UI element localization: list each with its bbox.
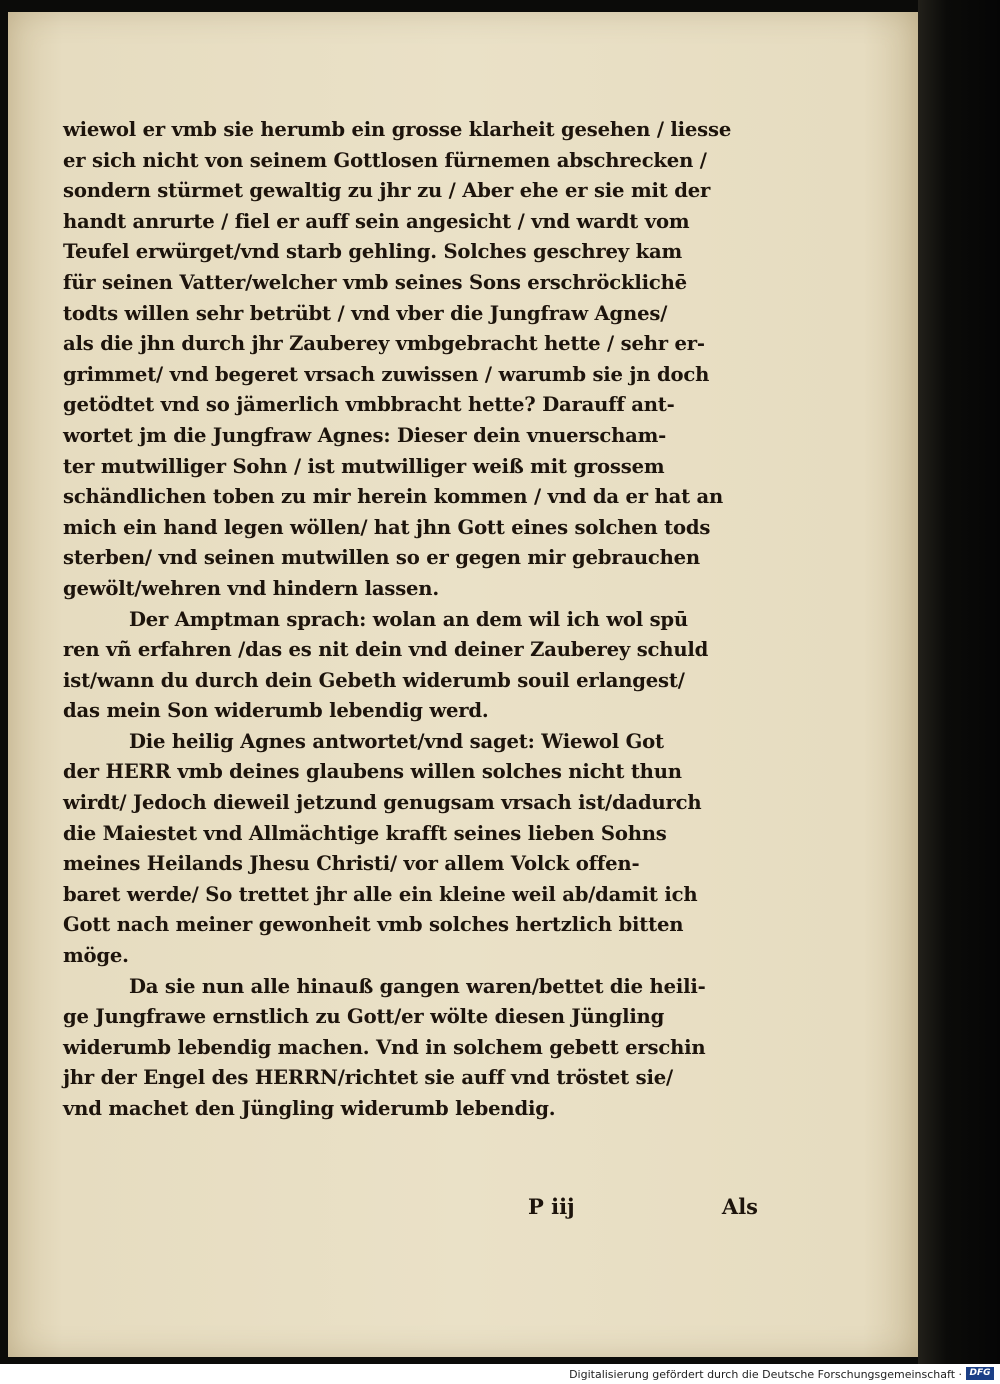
text-line: ist/wann du durch dein Gebeth widerumb souil erlangest/ [63,668,685,692]
text-line: Die heilig Agnes antwortet/vnd saget: Wiewol Got [129,729,664,753]
text-line: als die jhn durch jhr Zauberey vmbgebracht hette / sehr er- [63,332,705,356]
dfg-logo: DFG [966,1367,994,1380]
signature-line [528,1192,758,1222]
text-line: handt anrurte / fiel er auff sein angesicht / vnd wardt vom [63,209,690,233]
page-text-block [63,115,763,1125]
text-line: er sich nicht von seinem Gottlosen fürnemen abschrecken / [63,148,707,172]
book-page [8,12,918,1357]
text-line: für seinen Vatter/welcher vmb seines Sons erschröcklichē [63,270,687,294]
text-line: die Maiestet vnd Allmächtige krafft seines lieben Sohns [63,821,667,845]
text-line: möge. [63,944,129,968]
signature-mark: P iij [528,1194,575,1219]
footer-credit: Digitalisierung gefördert durch die Deutsche Forschungsgemeinschaft · [569,1368,962,1381]
text-line: wortet jm die Jungfraw Agnes: Dieser dein vnuerscham- [63,423,667,447]
text-line: das mein Son widerumb lebendig werd. [63,699,489,723]
text-line: Gott nach meiner gewonheit vmb solches hertzlich bitten [63,913,684,937]
text-line: gewölt/wehren vnd hindern lassen. [63,576,439,600]
text-line: sondern stürmet gewaltig zu jhr zu / Aber ehe er sie mit der [63,179,711,203]
text-line: ren vñ erfahren /das es nit dein vnd deiner Zauberey schuld [63,638,709,662]
text-line: todts willen sehr betrübt / vnd vber die Jungfraw Agnes/ [63,301,668,325]
text-line: schändlichen toben zu mir herein kommen / vnd da er hat an [63,485,724,509]
text-line: sterben/ vnd seinen mutwillen so er gegen mir gebrauchen [63,546,700,570]
text-line: der HERR vmb deines glaubens willen solches nicht thun [63,760,682,784]
text-line: wirdt/ Jedoch dieweil jetzund genugsam vrsach ist/dadurch [63,791,702,815]
text-line: ge Jungfrawe ernstlich zu Gott/er wölte diesen Jüngling [63,1005,665,1029]
text-line: vnd machet den Jüngling widerumb lebendig. [63,1097,556,1120]
text-line: ter mutwilliger Sohn / ist mutwilliger weiß mit grossem [63,454,665,478]
text-line: wiewol er vmb sie herumb ein grosse klarheit gesehen / liesse [63,118,732,141]
text-line: widerumb lebendig machen. Vnd in solchem gebett erschin [63,1035,706,1059]
footer-bar [0,1364,1000,1384]
text-line: jhr der Engel des HERRN/richtet sie auff vnd tröstet sie/ [63,1066,673,1090]
text-line: Der Amptman sprach: wolan an dem wil ich wol spū [129,607,688,631]
text-line: mich ein hand legen wöllen/ hat jhn Gott eines solchen tods [63,515,711,539]
text-line: baret werde/ So trettet jhr alle ein kleine weil ab/damit ich [63,882,698,906]
scan-edge-right [918,0,1000,1364]
catchword: Als [721,1194,758,1219]
text-line: Teufel erwürget/vnd starb gehling. Solches geschrey kam [63,240,682,264]
text-line: meines Heilands Jhesu Christi/ vor allem Volck offen- [63,852,640,876]
text-line: grimmet/ vnd begeret vrsach zuwissen / warumb sie jn doch [63,362,710,386]
text-line: Da sie nun alle hinauß gangen waren/bettet die heili- [129,974,706,998]
text-line: getödtet vnd so jämerlich vmbbracht hette? Darauff ant- [63,393,675,417]
